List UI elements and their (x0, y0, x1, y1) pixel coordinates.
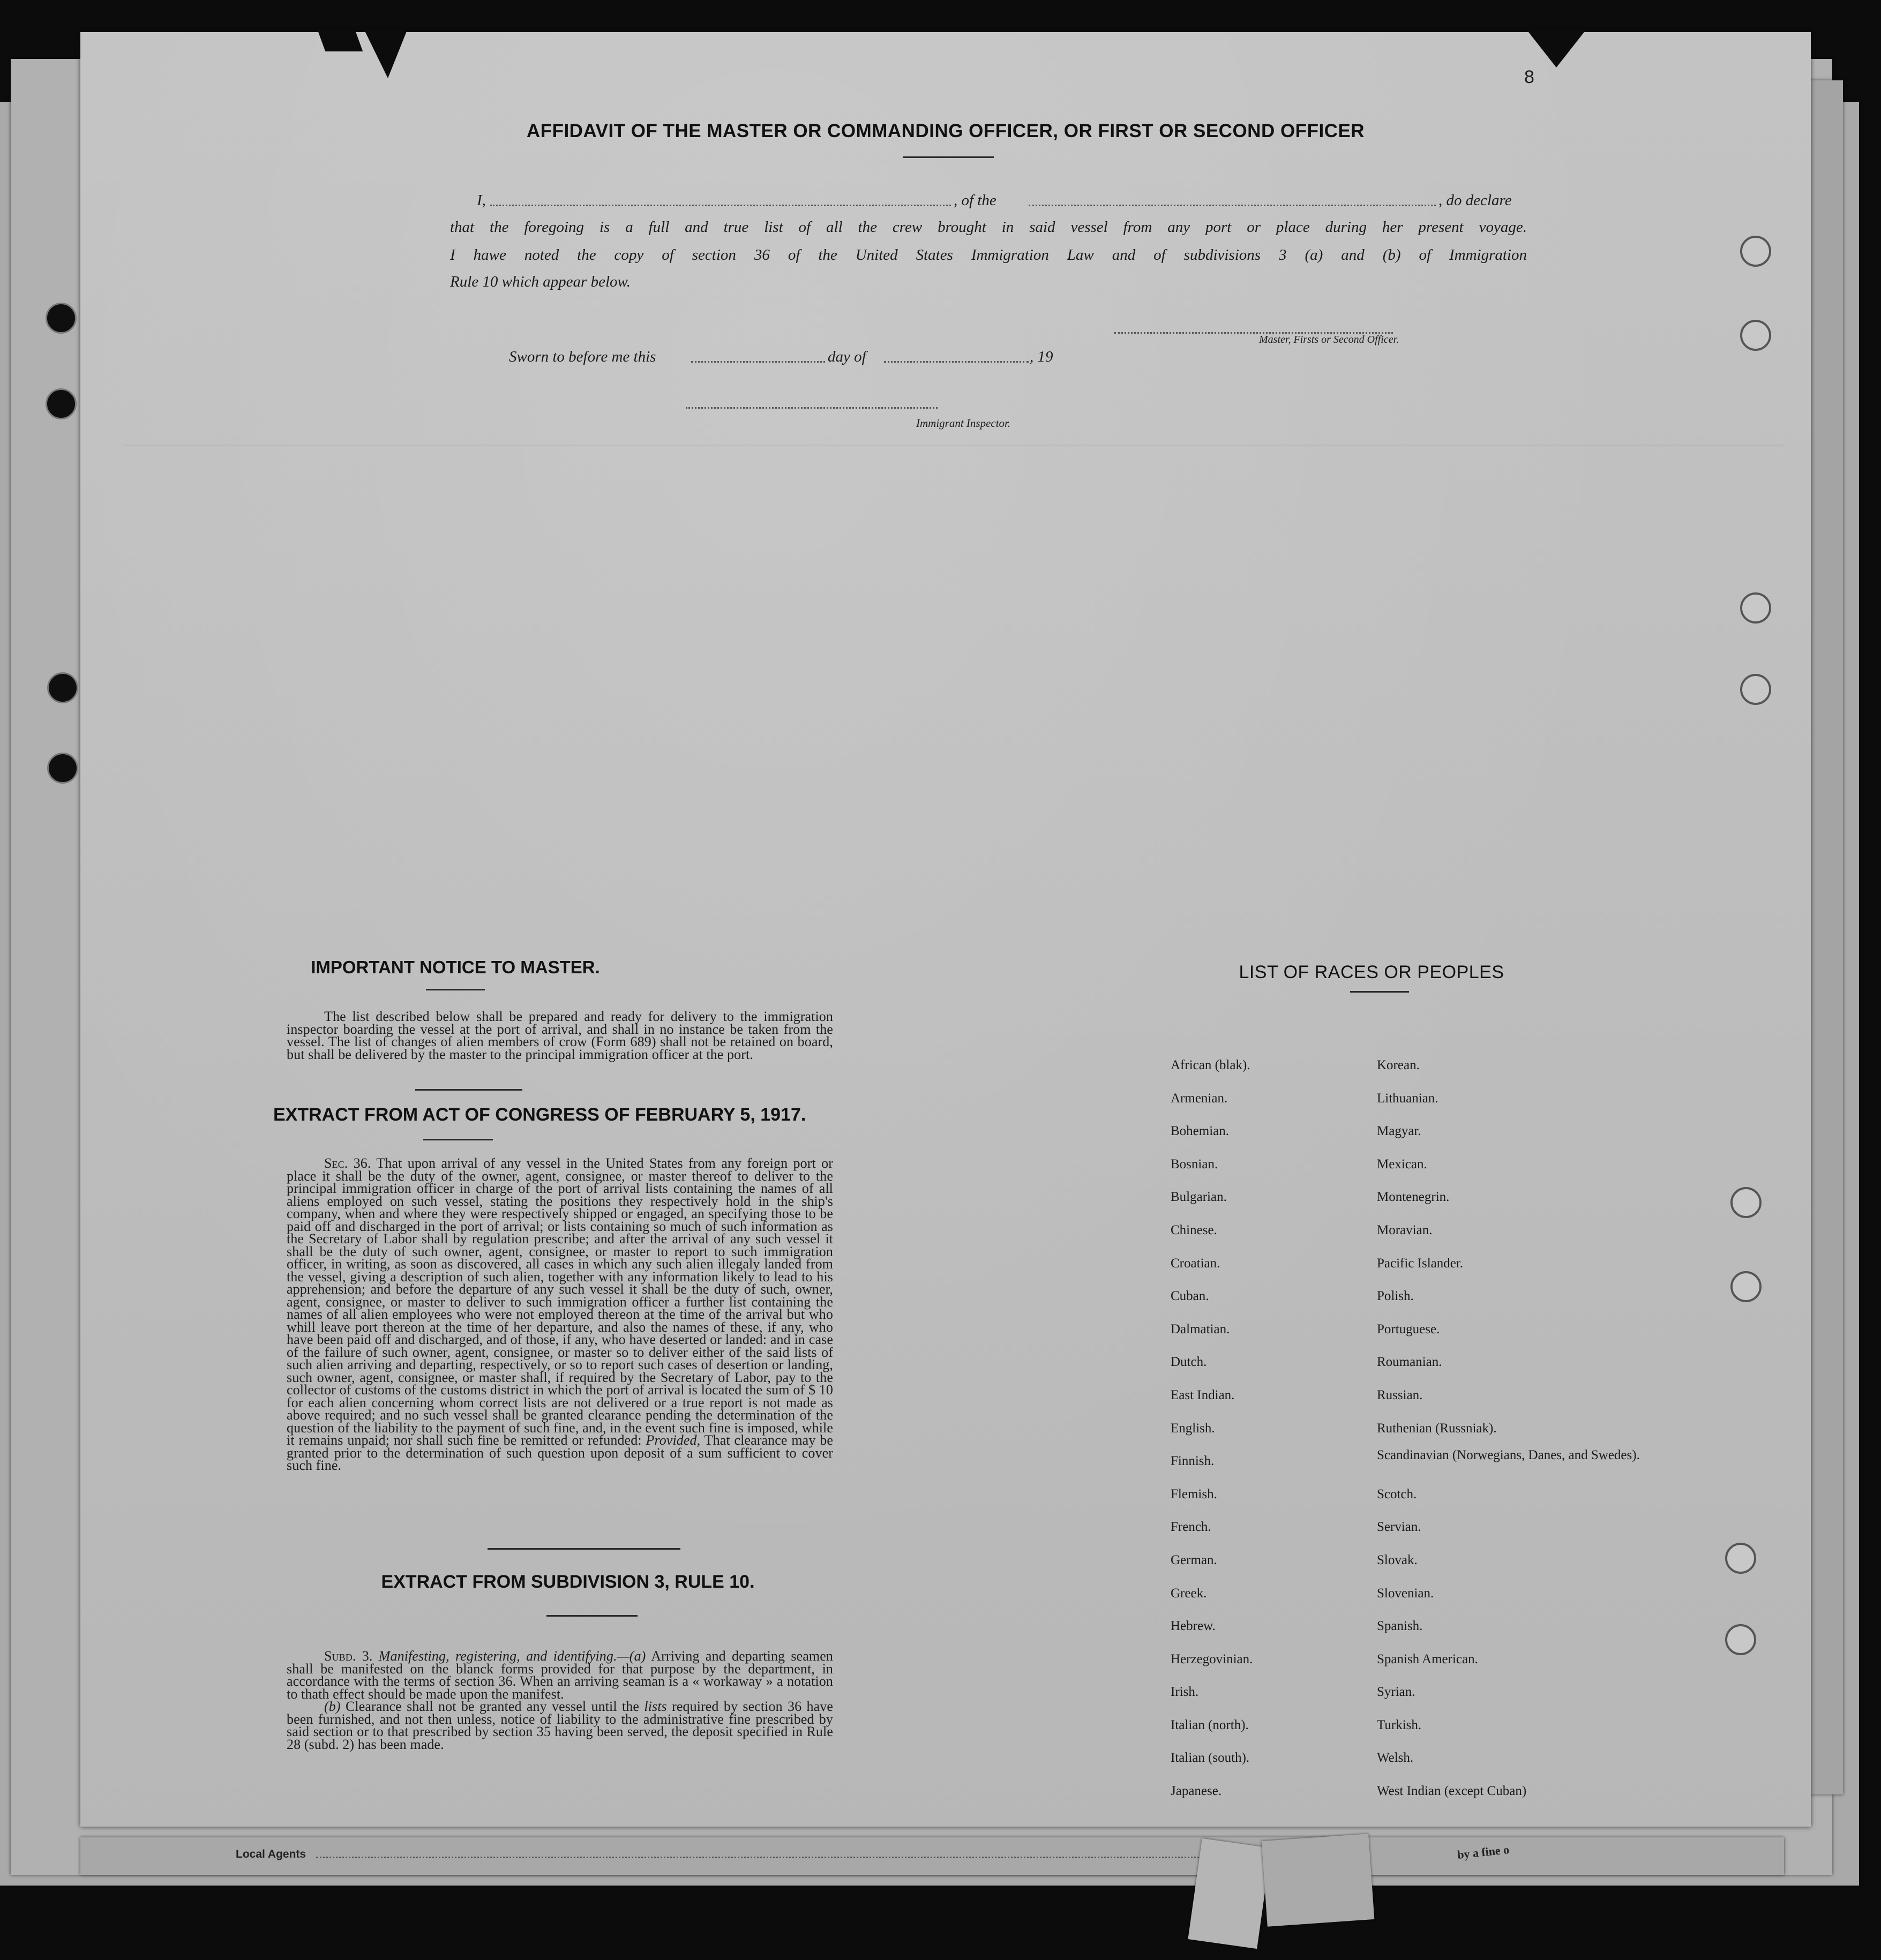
punch-hole (1740, 236, 1771, 267)
race-item: Scotch. (1377, 1486, 1417, 1501)
affidavit-title-rule (903, 156, 994, 158)
race-item: Herzegovinian. (1171, 1651, 1253, 1666)
act-body-end: That clearance may be granted prior to the determination of such question upon deposit of a sum sufficient to cover such fine. (287, 1432, 833, 1473)
document-page (80, 32, 1811, 1827)
year-label: , 19 (1030, 348, 1053, 365)
race-item: Montenegrin. (1377, 1190, 1450, 1205)
punch-hole (46, 303, 77, 334)
race-item: Pacific Islander. (1377, 1256, 1464, 1271)
race-item: Russian. (1377, 1387, 1423, 1402)
race-item: Turkish. (1377, 1717, 1422, 1732)
races-title-rule (1350, 991, 1409, 993)
punch-hole (1740, 674, 1771, 705)
races-title: LIST OF RACES OR PEOPLES (1239, 962, 1504, 982)
torn-paper-scrap (1262, 1834, 1375, 1927)
race-item: Hebrew. (1171, 1619, 1216, 1634)
affidavit-title: AFFIDAVIT OF THE MASTER OR COMMANDING OFFICER, OR FIRST OR SECOND OFFICER (526, 121, 1365, 141)
race-item: Spanish. (1377, 1619, 1423, 1634)
provided-label: Provided, (646, 1432, 701, 1448)
top-tear (364, 30, 407, 78)
race-item: Slovenian. (1377, 1586, 1434, 1601)
race-item: Moravian. (1377, 1222, 1433, 1237)
punch-hole (1740, 320, 1771, 351)
inspector-label: Immigrant Inspector. (916, 417, 1011, 430)
race-item: Syrian. (1377, 1685, 1415, 1700)
race-item: East Indian. (1171, 1387, 1235, 1402)
race-item: Italian (north). (1171, 1717, 1249, 1732)
act-extract-title: EXTRACT FROM ACT OF CONGRESS OF FEBRUARY 5, 1917. (273, 1105, 806, 1125)
top-tear (1527, 30, 1586, 67)
punch-hole (1725, 1624, 1756, 1655)
act-extract-title-rule (423, 1139, 493, 1140)
races-left-column (1171, 1049, 1385, 1808)
punch-hole (1730, 1271, 1762, 1302)
race-item: Welsh. (1377, 1751, 1414, 1766)
race-item: Finnish. (1171, 1454, 1215, 1469)
para-b-lists: lists (644, 1699, 667, 1714)
race-item: Roumanian. (1377, 1355, 1442, 1370)
rule-extract-para-a (287, 1650, 833, 1700)
race-item: German. (1171, 1552, 1217, 1567)
race-item: Mexican. (1377, 1157, 1427, 1172)
notice-divider (415, 1089, 522, 1091)
decl-i-label: I, (477, 192, 486, 209)
punch-hole (47, 672, 78, 703)
b-label: (b) (324, 1699, 341, 1714)
race-item: Korean. (1377, 1058, 1420, 1072)
race-item: Greek. (1171, 1586, 1207, 1601)
sec-label: Sec. 36. (324, 1155, 371, 1171)
race-item: Slovak. (1377, 1552, 1418, 1567)
bleed-through (123, 182, 1784, 986)
decl-line-4: Rule 10 which appear below. (450, 273, 631, 290)
local-agents-line (316, 1857, 1334, 1858)
race-item: African (blak). (1171, 1058, 1250, 1072)
punch-hole (1740, 592, 1771, 624)
rule-extract-title-rule (546, 1615, 638, 1617)
punch-hole (47, 753, 78, 784)
race-item: Flemish. (1171, 1486, 1217, 1501)
local-agents-label: Local Agents (236, 1848, 306, 1860)
act-extract-body (287, 1157, 833, 1472)
race-item: Spanish American. (1377, 1651, 1478, 1666)
race-item: Bulgarian. (1171, 1190, 1227, 1205)
page-number: 8 (1524, 67, 1534, 87)
race-item: Portuguese. (1377, 1321, 1440, 1336)
top-tear (318, 30, 363, 51)
act-body-text: That upon arrival of any vessel in the United States from any foreign port or place it shall be the duty of the owner, agent, consignee, or master thereof to deliver to the principal immigration officer in charge of the port of arrival lists containing the names of all aliens employed on such vessel, stating the positions they respectively hold in the ship's company, when and where they were respectively shipped or engaged, an specifying those to be paid off and discharged in the port of arrival; or lists containing so much of such information as the Secretary of Labor shall by regulation prescribe; and after the arrival of any such vessel it shall be the duty of such owner, agent, consignee, or master to report to such immigration officer, in writing, as soon as discovered, all cases in which any such alien illegaly landed from the vessel, giving a description of such alien, together with any information likely to lead to his apprehension; and before the departure of any such vessel it shall be the duty of such, owner, agent, consignee, or master to deliver to such immigration officer a further list containing the names of all alien employees who were not employed thereon at the time of the arrival but who whill leave port thereon at the time of her departure, and also the names of these, if any, who have been paid off and discharged, and of those, if any, who have deserted or landed: and in case of the failure of such owner, agent, consignee, or master so to deliver either of the said lists of such alien arriving and departing, respectively, or so to report such cases of desertion or landing, such owner, agent, consignee, or master shall, if required by the Secretary of Labor, pay to the collector of customs of the customs district in which the port of arrival is located the sum of $ 10 for each alien concerning whom correct lists are not delivered or a true report is not made as above required; and no such vessel shall be granted clearance pending the determination of the question of the liability to the payment of such fine, and, in the event such fine is imposed, while it remains unpaid; nor shall such fine be remitted or refunded: (287, 1155, 834, 1448)
races-right-column (1377, 1049, 1709, 1808)
punch-hole (1730, 1187, 1762, 1218)
race-item: Polish. (1377, 1289, 1414, 1304)
race-item: Lithuanian. (1377, 1091, 1438, 1106)
race-item: Chinese. (1171, 1222, 1217, 1237)
sworn-label: Sworn to before me this (509, 348, 656, 365)
race-item: Magyar. (1377, 1124, 1421, 1139)
race-item: Ruthenian (Russniak). (1377, 1421, 1497, 1436)
notice-body: The list described below shall be prepared and ready for delivery to the immigration inspector boarding the vessel at the port of arrival, and shall in no instance be taken from the vessel. The list of changes of alien members of crow (Form 689) shall not be retained on board, but shall be delivered by the master to the principal immigration officer at the port. (287, 1009, 833, 1062)
race-item: Italian (south). (1171, 1751, 1250, 1766)
subd-heading: Manifesting, registering, and identifying.—(a) (378, 1648, 646, 1664)
rule-extract-title: EXTRACT FROM SUBDIVISION 3, RULE 10. (381, 1572, 755, 1592)
day-of-label: day of (828, 348, 866, 365)
race-item: Bohemian. (1171, 1124, 1230, 1139)
notice-title-rule (426, 989, 485, 990)
para-a-text: Arriving and departing seamen shall be manifested on the blanck forms provided for that purpose by the department, in accordance with the terms of section 36. When an arriving seaman is a « workaway » a notation to thath effect should be made upon the manifest. (287, 1648, 833, 1702)
race-item: Japanese. (1171, 1784, 1222, 1799)
decl-line-2: that the foregoing is a full and true list of all the crew brought in said vessel from any port or place during her present voyage. (450, 219, 1527, 236)
decl-do-declare-label: , do declare (1438, 192, 1512, 209)
race-item: Cuban. (1171, 1289, 1209, 1304)
race-item: Armenian. (1171, 1091, 1228, 1106)
punch-hole (1725, 1543, 1756, 1574)
notice-title: IMPORTANT NOTICE TO MASTER. (311, 957, 600, 977)
torn-paper-scrap (1188, 1838, 1271, 1949)
race-item: West Indian (except Cuban) (1377, 1784, 1527, 1799)
race-item: Scandinavian (Norwegians, Danes, and Swedes). (1377, 1448, 1640, 1463)
fine-fragment: by a fine o (1456, 1842, 1510, 1862)
race-item: Bosnian. (1171, 1157, 1218, 1172)
race-item: Croatian. (1171, 1256, 1220, 1271)
para-b-text-2: required by section 36 have been furnished, and not then unless, notice of liability to the administrative fine prescribed by said section or to that prescribed by section 35 having been served, the deposit specified in Rule 28 (subd. 2) has been made. (287, 1699, 834, 1752)
under-sheet-strip (80, 1837, 1784, 1875)
race-item: French. (1171, 1520, 1211, 1535)
para-b-text-1: Clearance shall not be granted any vessel until the (345, 1699, 640, 1714)
race-item: English. (1171, 1421, 1215, 1436)
decl-of-the-label: , of the (954, 192, 996, 209)
subd-label: Subd. 3. (324, 1648, 373, 1664)
race-item: Dalmatian. (1171, 1321, 1230, 1336)
master-signature-label: Master, Firsts or Second Officer. (1259, 334, 1399, 346)
race-item: Dutch. (1171, 1355, 1207, 1370)
act-divider (488, 1548, 680, 1550)
race-item: Servian. (1377, 1520, 1421, 1535)
rule-extract-para-b (287, 1700, 833, 1751)
race-item: Irish. (1171, 1685, 1199, 1700)
punch-hole (46, 388, 77, 419)
decl-line-3: I hawe noted the copy of section 36 of the United States Immigration Law and of subdivisions 3 (a) and (b) of Immigration (450, 246, 1527, 264)
